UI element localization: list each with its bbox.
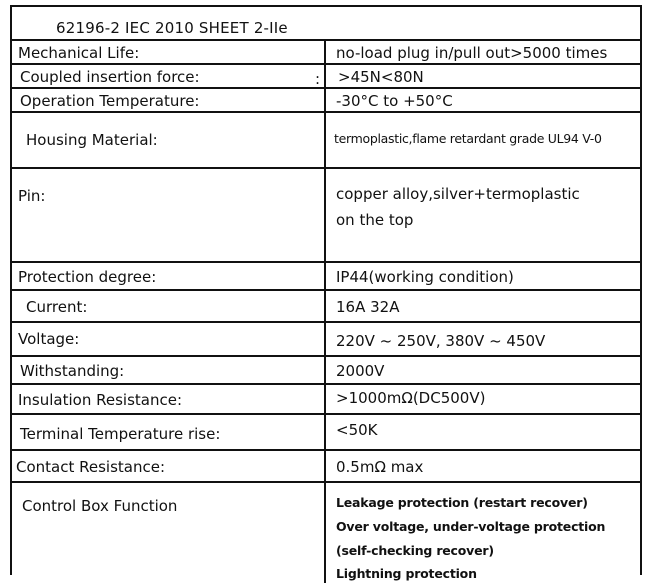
row-value: 0.5mΩ max xyxy=(336,458,424,476)
row-label: Operation Temperature: xyxy=(20,92,200,110)
table-row xyxy=(12,323,640,357)
row-label: Protection degree: xyxy=(18,268,157,286)
row-value: termoplastic,flame retardant grade UL94 V-0 xyxy=(334,131,602,146)
row-label: Control Box Function xyxy=(22,497,178,515)
row-label: Housing Material: xyxy=(26,131,158,149)
table-row xyxy=(12,451,640,483)
table-row xyxy=(12,291,640,323)
function-line: Over voltage, under-voltage protection xyxy=(336,519,606,534)
table-row xyxy=(12,89,640,113)
spec-sheet-table xyxy=(10,5,642,581)
row-label: Voltage: xyxy=(18,330,80,348)
sheet-title: 62196-2 IEC 2010 SHEET 2-IIe xyxy=(56,19,288,37)
row-label: Pin: xyxy=(18,187,46,205)
table-row xyxy=(12,41,640,65)
row-value: >45N<80N xyxy=(338,68,424,86)
row-label: Contact Resistance: xyxy=(16,458,166,476)
sheet-title-row xyxy=(12,7,640,41)
table-row xyxy=(12,263,640,291)
function-line: Leakage protection (restart recover) xyxy=(336,495,588,510)
row-value: -30°C to +50°C xyxy=(336,92,453,110)
row-label: Mechanical Life: xyxy=(18,44,140,62)
row-label: Withstanding: xyxy=(20,362,125,380)
row-label: Coupled insertion force: xyxy=(20,68,200,86)
table-row xyxy=(12,113,640,169)
row-value: no-load plug in/pull out>5000 times xyxy=(336,44,608,62)
table-row xyxy=(12,65,640,89)
row-value: >1000mΩ(DC500V) xyxy=(336,389,486,407)
table-row xyxy=(12,169,640,263)
table-row xyxy=(12,483,640,583)
row-label: Current: xyxy=(26,298,88,316)
table-row xyxy=(12,415,640,451)
table-row xyxy=(12,385,640,415)
row-value: copper alloy,silver+termoplastic xyxy=(336,185,580,203)
row-label: Insulation Resistance: xyxy=(18,391,182,409)
row-value-line2: on the top xyxy=(336,211,414,229)
row-label: Terminal Temperature rise: xyxy=(20,425,221,443)
row-value: 16A 32A xyxy=(336,298,400,316)
function-line: Lightning protection xyxy=(336,566,477,581)
row-value: <50K xyxy=(336,421,378,439)
function-line: (self-checking recover) xyxy=(336,543,494,558)
stray-colon: : xyxy=(315,70,321,88)
row-value: 220V ~ 250V, 380V ~ 450V xyxy=(336,332,546,350)
row-value: IP44(working condition) xyxy=(336,268,514,286)
table-row xyxy=(12,357,640,385)
row-value: 2000V xyxy=(336,362,385,380)
